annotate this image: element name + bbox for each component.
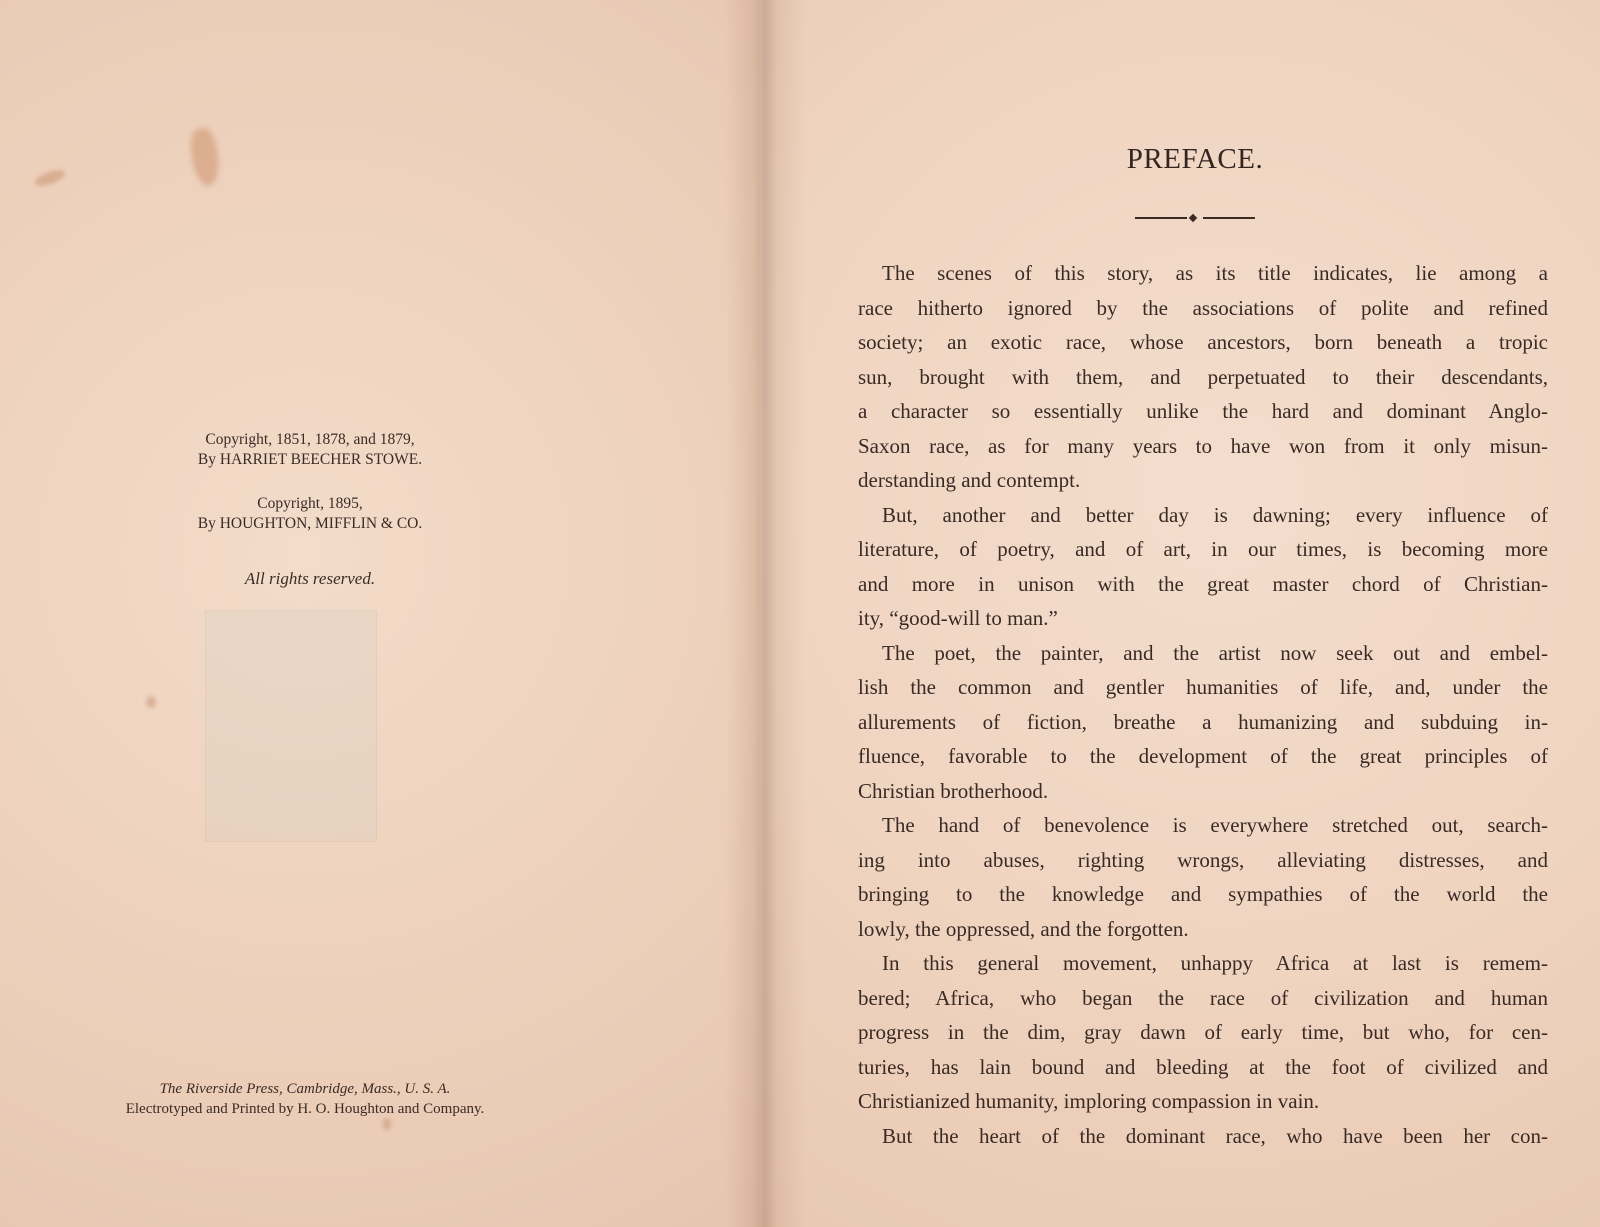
text-line: allurements of fiction, breathe a humanizing and subduing in- [858, 709, 1548, 734]
text-line: Saxon race, as for many years to have won from it only misun- [858, 433, 1548, 458]
copyright-line: By HARRIET BEECHER STOWE. [197, 451, 423, 469]
text-line: bringing to the knowledge and sympathies of the world the [858, 882, 1548, 906]
stain [188, 126, 222, 187]
stain [33, 167, 67, 189]
text-line: The scenes of this story, as its title indicates, lie among a [882, 261, 1548, 285]
text-line: The hand of benevolence is everywhere stretched out, search- [882, 813, 1548, 837]
text-line: derstanding and contempt. [858, 468, 1081, 492]
text-line: sun, brought with them, and perpetuated to their descendants, [858, 364, 1548, 389]
preface-body [858, 256, 1548, 1153]
text-line: and more in unison with the great master chord of Christian- [858, 571, 1548, 596]
text-line: society; an exotic race, whose ancestors, born beneath a tropic [858, 330, 1548, 354]
left-page [0, 0, 760, 1227]
stain [146, 696, 156, 708]
copyright-line: Copyright, 1895, [257, 495, 363, 512]
text-line: But, another and better day is dawning; every influence of [882, 502, 1548, 527]
text-line: turies, has lain bound and bleeding at the foot of civilized and [858, 1054, 1548, 1079]
copyright-line: By HOUGHTON, MIFFLIN & CO. [197, 515, 423, 533]
copyright-notice-author [100, 430, 520, 470]
faint-plate-impression [205, 610, 377, 842]
rights-reserved: All rights reserved. [244, 569, 376, 588]
text-line: ity, “good-will to man.” [858, 606, 1058, 630]
colophon-line: Electrotyped and Printed by H. O. Houghton and Company. [125, 1100, 485, 1117]
text-line: literature, of poetry, and of art, in our times, is becoming more [858, 537, 1548, 561]
copyright-notice-publisher [100, 494, 520, 534]
text-line: lowly, the oppressed, and the forgotten. [858, 916, 1189, 941]
colophon-line: The Riverside Press, Cambridge, Mass., U. S. A. [159, 1081, 451, 1097]
stain [383, 1118, 391, 1130]
text-line: lish the common and gentler humanities of life, and, under the [858, 675, 1548, 699]
copyright-line: Copyright, 1851, 1878, and 1879, [205, 431, 415, 448]
text-line: progress in the dim, gray dawn of early time, but who, for cen- [858, 1020, 1548, 1044]
ornament-diamond [1189, 214, 1197, 222]
text-line: race hitherto ignored by the associations of polite and refined [858, 295, 1548, 320]
text-line: But the heart of the dominant race, who have been her con- [882, 1123, 1548, 1148]
text-line: In this general movement, unhappy Africa at last is remem- [882, 951, 1548, 975]
ornament-rule [1203, 217, 1255, 219]
text-line: a character so essentially unlike the hard and dominant Anglo- [858, 399, 1548, 423]
text-line: The poet, the painter, and the artist now seek out and embel- [882, 640, 1548, 665]
printer-colophon [65, 1080, 545, 1119]
page-title: PREFACE. [1126, 143, 1264, 175]
text-line: Christianized humanity, imploring compassion in vain. [858, 1089, 1320, 1113]
text-line: Christian brotherhood. [858, 778, 1049, 803]
show-through-top [35, 24, 48, 83]
text-line: ing into abuses, righting wrongs, alleviating distresses, and [858, 847, 1548, 872]
title-ornament [1135, 213, 1255, 223]
text-line: bered; Africa, who began the race of civilization and human [858, 985, 1548, 1010]
text-line: fluence, favorable to the development of the great principles of [858, 744, 1548, 768]
ornament-rule [1135, 217, 1187, 219]
